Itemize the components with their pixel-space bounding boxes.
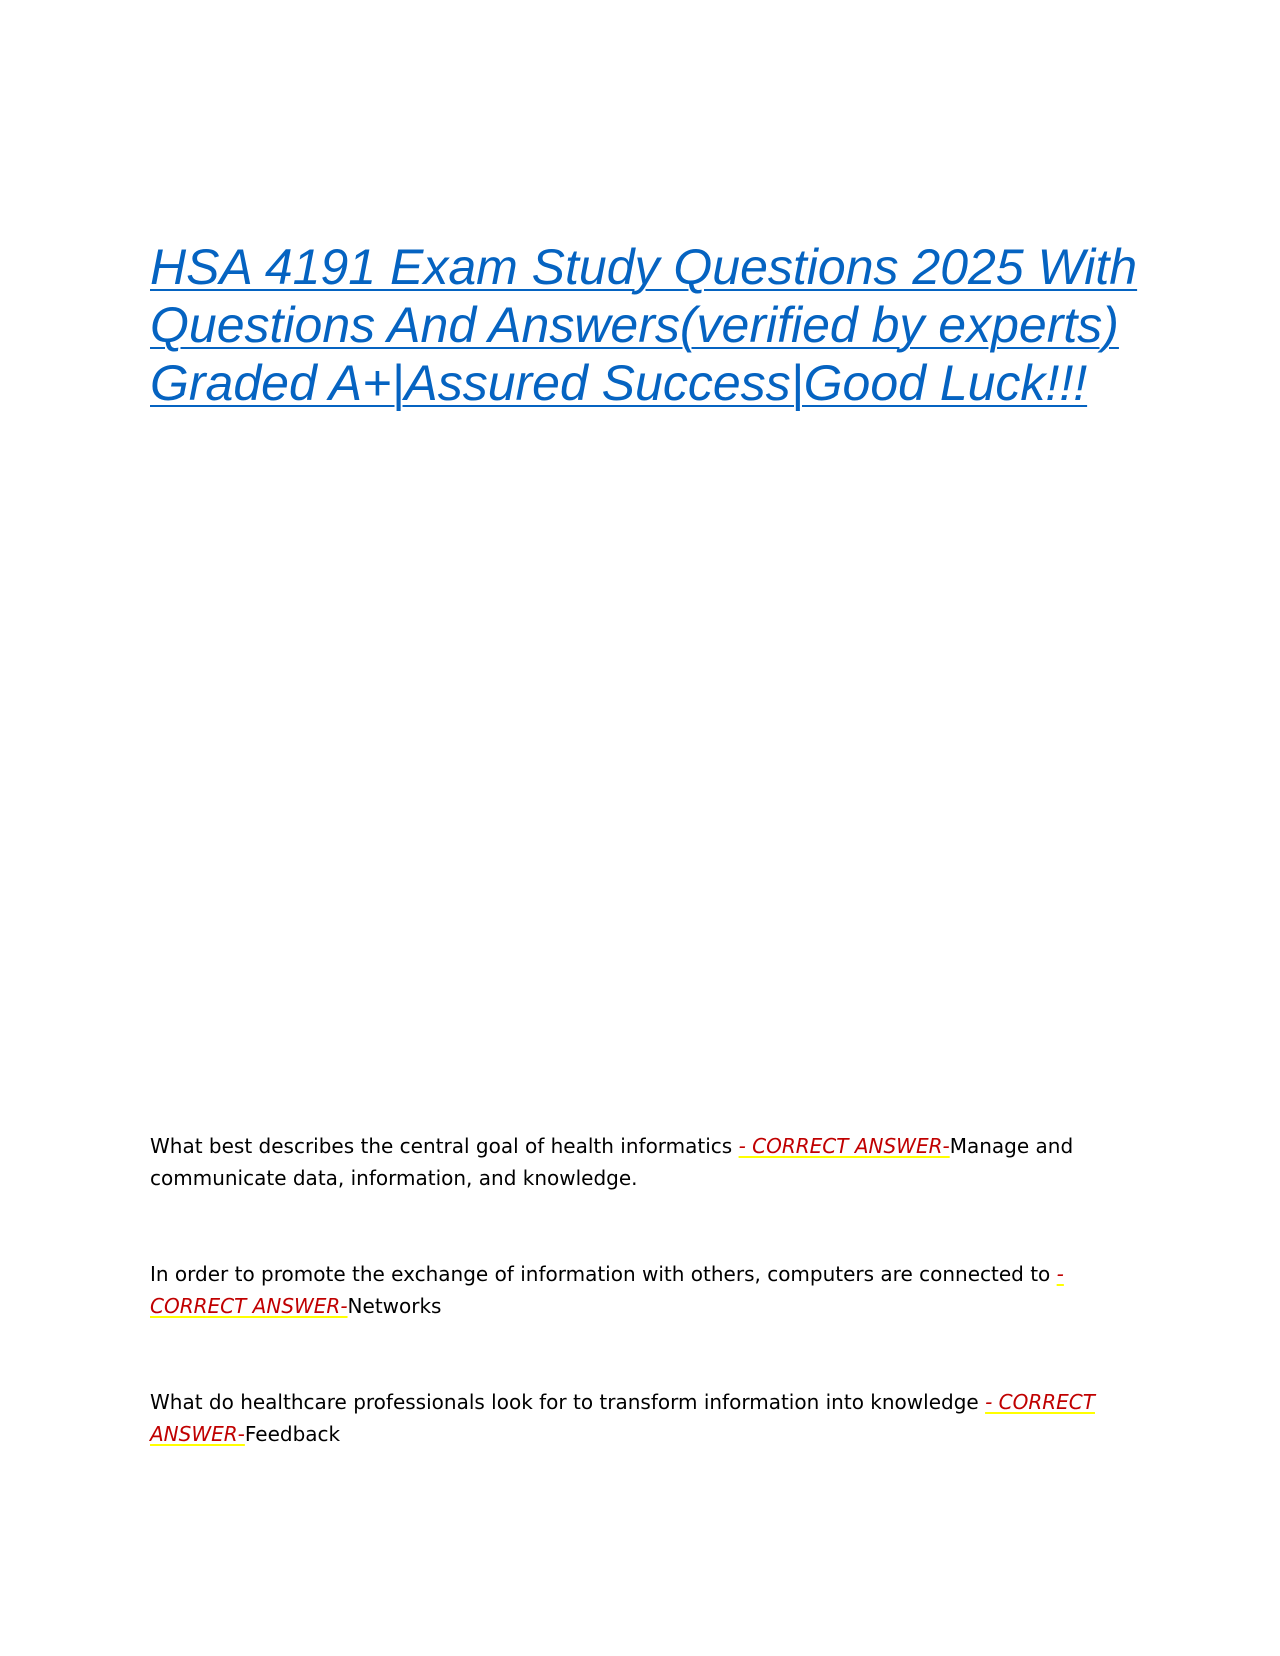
qa-list — [150, 1130, 1130, 1514]
correct-answer-marker: - CORRECT ANSWER- — [150, 1262, 1064, 1318]
answer-text: Feedback — [244, 1422, 341, 1446]
question-text: In order to promote the exchange of information with others, computers are connected to — [150, 1262, 1057, 1286]
answer-text: Networks — [347, 1294, 442, 1318]
correct-answer-marker: - CORRECT ANSWER- — [150, 1390, 1095, 1446]
answer-text: Manage and communicate data, information, and knowledge. — [150, 1134, 1074, 1190]
qa-item — [150, 1130, 1130, 1194]
qa-item — [150, 1258, 1130, 1322]
question-text: What do healthcare professionals look for to transform information into knowledge — [150, 1390, 986, 1414]
correct-answer-marker: - CORRECT ANSWER- — [738, 1134, 950, 1158]
question-text: What best describes the central goal of health informatics — [150, 1134, 739, 1158]
document-title[interactable]: HSA 4191 Exam Study Questions 2025 With Questions And Answers(verified by experts) Graded A+|Assured Success|Good Luck!!! — [150, 239, 1138, 411]
qa-item — [150, 1386, 1130, 1450]
